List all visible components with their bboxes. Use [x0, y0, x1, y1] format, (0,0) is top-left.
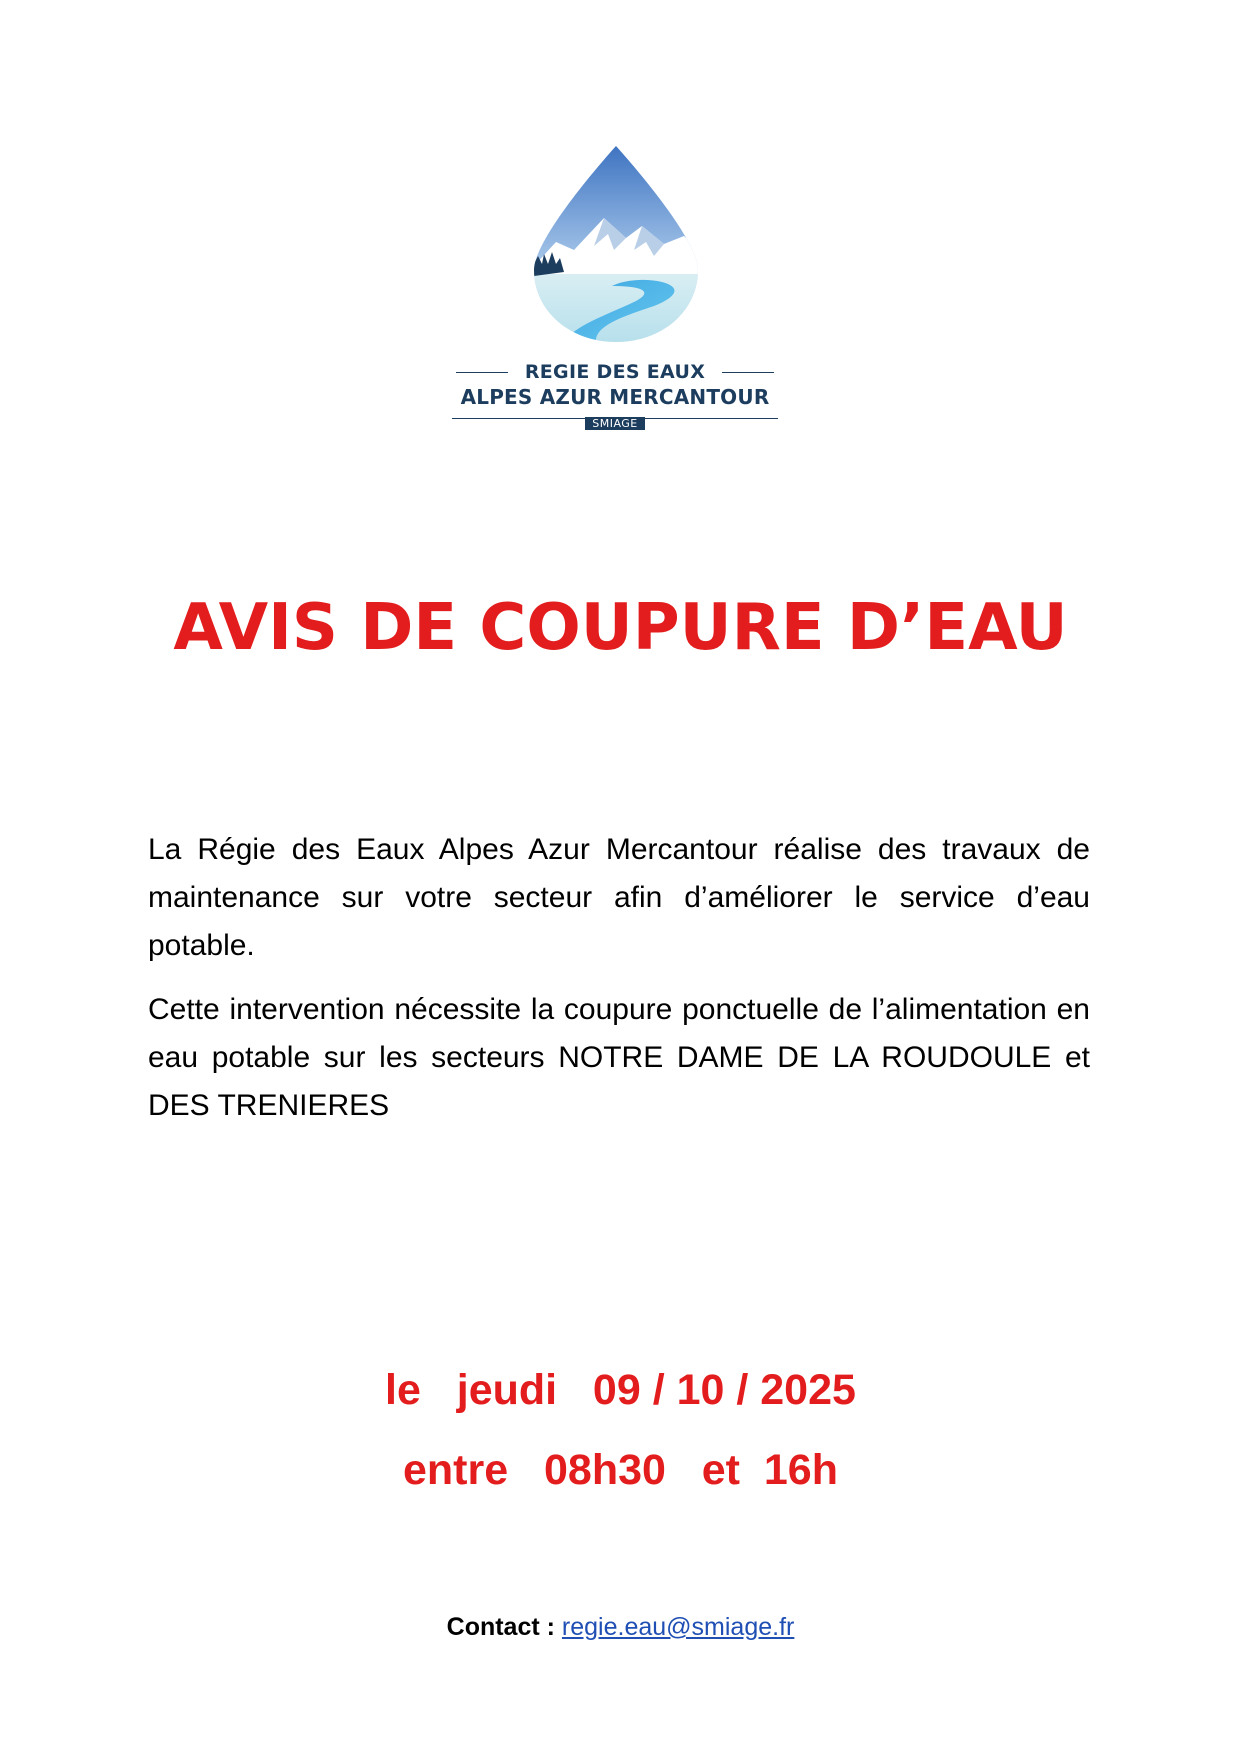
notice-paragraph-2: Cette intervention nécessite la coupure ponctuelle de l’alimentation en eau potable sur les secteurs NOTRE DAME DE LA ROUDOULE et DES TRENIERES: [148, 993, 1090, 1122]
outage-date: le jeudi 09 / 10 / 2025: [385, 1366, 856, 1414]
organization-logo: [440, 360, 790, 430]
outage-time: entre 08h30 et 16h: [403, 1446, 838, 1494]
logo-underline: [440, 412, 790, 430]
logo-title-2: ALPES AZUR MERCANTOUR: [460, 385, 770, 409]
contact-email-link[interactable]: regie.eau@smiage.fr: [561, 1613, 795, 1641]
logo-line-1: [440, 360, 790, 384]
logo-badge: SMIAGE: [585, 417, 645, 430]
contact-line: [0, 1610, 1241, 1644]
logo-rule-right: [722, 372, 774, 373]
notice-title: AVIS DE COUPURE D’EAU: [173, 591, 1068, 665]
notice-body: [148, 826, 1090, 1146]
contact-label: Contact :: [446, 1613, 555, 1641]
logo-title-1: REGIE DES EAUX: [524, 361, 706, 383]
notice-paragraph-1: La Régie des Eaux Alpes Azur Mercantour réalise des travaux de maintenance sur votre secteur afin d’améliorer le service d’eau potable.: [148, 833, 1090, 962]
water-drop-logo-icon: [534, 146, 698, 342]
logo-rule-left: [456, 372, 508, 373]
